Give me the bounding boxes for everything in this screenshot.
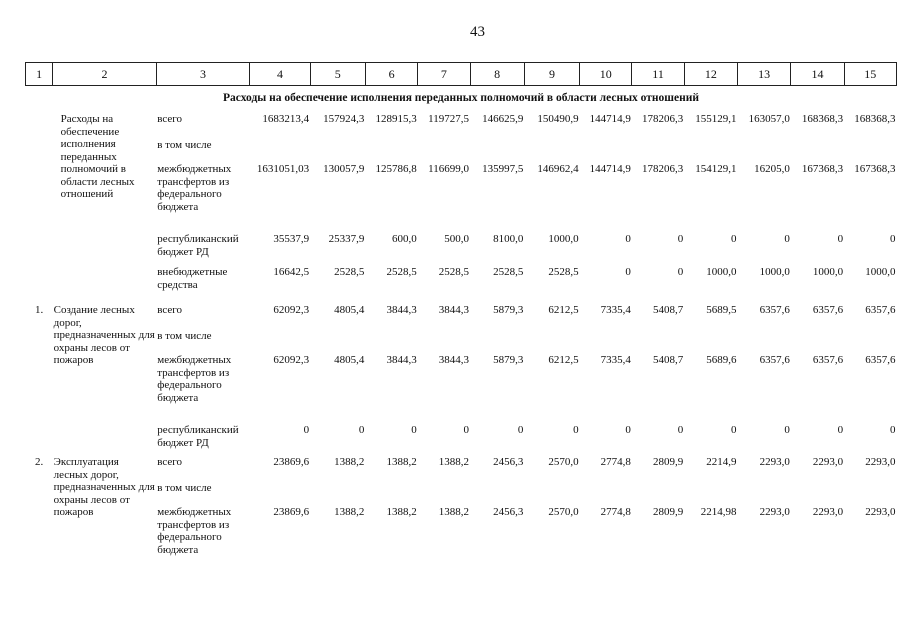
funding-source: в том числе — [157, 330, 212, 342]
item-name: Расходы на обеспечение исполнения переданных полномочий в области лесных отношений — [60, 113, 135, 200]
col-header: 10 — [580, 63, 632, 86]
value-cell: 2293,0 — [759, 456, 790, 468]
value-cell: 0 — [784, 424, 790, 436]
value-cell: 500,0 — [444, 233, 470, 245]
value-cell: 2456,3 — [493, 456, 524, 468]
col-header: 5 — [310, 63, 365, 86]
budget-table — [25, 62, 897, 561]
value-cell: 135997,5 — [482, 163, 524, 175]
row-index: 2. — [34, 456, 44, 468]
value-cell — [524, 325, 579, 349]
value-cell: 3844,3 — [386, 304, 417, 316]
value-cell — [524, 134, 579, 158]
value-cell: 6357,6 — [865, 354, 896, 366]
header-row — [26, 63, 897, 86]
value-cell: 3844,3 — [386, 354, 417, 366]
value-cell: 0 — [677, 424, 684, 436]
value-cell: 150490,9 — [537, 113, 579, 125]
table-row — [26, 419, 897, 451]
value-cell: 0 — [358, 424, 365, 436]
funding-source: межбюджетных трансфертов из федерального бюджета — [157, 354, 232, 404]
table-row — [26, 325, 897, 349]
value-cell: 6357,6 — [759, 304, 790, 316]
funding-source: всего — [157, 304, 183, 316]
value-cell: 0 — [625, 266, 631, 278]
value-cell: 0 — [890, 424, 896, 436]
value-cell: 2528,5 — [334, 266, 365, 278]
col-header: 4 — [250, 63, 310, 86]
funding-source: межбюджетных трансфертов из федерального бюджета — [157, 163, 232, 213]
col-header: 2 — [53, 63, 157, 86]
value-cell: 2528,5 — [493, 266, 524, 278]
value-cell: 2293,0 — [865, 456, 896, 468]
value-cell: 1000,0 — [759, 266, 790, 278]
value-cell — [418, 477, 470, 501]
value-cell: 1000,0 — [706, 266, 737, 278]
table-row — [26, 228, 897, 261]
value-cell: 25337,9 — [328, 233, 365, 245]
value-cell: 1388,2 — [386, 506, 417, 518]
col-header: 6 — [365, 63, 417, 86]
value-cell — [738, 134, 791, 158]
page-number: 43 — [470, 24, 485, 40]
col-header: 3 — [156, 63, 250, 86]
col-header: 13 — [738, 63, 791, 86]
value-cell: 178206,3 — [641, 163, 684, 175]
value-cell: 146625,9 — [482, 113, 524, 125]
value-cell: 7335,4 — [600, 304, 631, 316]
value-cell: 2293,0 — [812, 506, 844, 518]
value-cell: 6357,6 — [812, 304, 844, 316]
value-cell: 2528,5 — [386, 266, 417, 278]
funding-source: всего — [157, 113, 183, 125]
value-cell: 62092,3 — [273, 354, 310, 366]
value-cell — [250, 325, 310, 349]
value-cell: 0 — [677, 266, 684, 278]
value-cell: 6357,6 — [865, 304, 896, 316]
value-cell: 2809,9 — [652, 456, 684, 468]
value-cell: 6357,6 — [759, 354, 790, 366]
value-cell: 116699,0 — [428, 163, 470, 175]
table-row — [26, 299, 897, 325]
value-cell: 168368,3 — [854, 113, 896, 125]
value-cell — [580, 325, 632, 349]
col-header: 7 — [418, 63, 470, 86]
value-cell: 144714,9 — [589, 163, 631, 175]
value-cell: 168368,3 — [801, 113, 844, 125]
funding-source: в том числе — [157, 139, 212, 151]
value-cell: 5879,3 — [493, 354, 524, 366]
value-cell: 0 — [463, 424, 470, 436]
value-cell — [632, 134, 684, 158]
funding-source: внебюджетные средства — [157, 266, 228, 291]
value-cell: 4805,4 — [334, 354, 365, 366]
value-cell — [684, 134, 737, 158]
value-cell — [738, 477, 791, 501]
value-cell: 0 — [784, 233, 790, 245]
value-cell: 2214,9 — [706, 456, 737, 468]
col-header: 8 — [470, 63, 524, 86]
value-cell — [844, 134, 896, 158]
value-cell: 0 — [573, 424, 579, 436]
value-cell: 16642,5 — [273, 266, 310, 278]
value-cell — [470, 477, 524, 501]
value-cell: 2809,9 — [652, 506, 684, 518]
value-cell: 5689,5 — [706, 304, 737, 316]
value-cell: 125786,8 — [375, 163, 417, 175]
value-cell: 5408,7 — [652, 354, 684, 366]
value-cell: 0 — [677, 233, 684, 245]
value-cell: 1388,2 — [386, 456, 417, 468]
value-cell: 4805,4 — [334, 304, 365, 316]
value-cell: 167368,3 — [854, 163, 896, 175]
value-cell: 163057,0 — [748, 113, 790, 125]
col-header: 12 — [684, 63, 737, 86]
section-title: Расходы на обеспечение исполнения переданных полномочий в области лесных отношений — [222, 92, 699, 104]
value-cell: 2528,5 — [548, 266, 579, 278]
table-row — [26, 261, 897, 299]
value-cell — [580, 134, 632, 158]
value-cell: 0 — [731, 233, 737, 245]
col-header: 11 — [632, 63, 684, 86]
value-cell: 5689,6 — [706, 354, 737, 366]
value-cell — [365, 477, 417, 501]
value-cell — [791, 134, 844, 158]
value-cell: 2570,0 — [548, 506, 579, 518]
value-cell — [310, 477, 365, 501]
value-cell: 2293,0 — [865, 506, 896, 518]
row-index: 1. — [34, 304, 44, 316]
col-header: 1 — [26, 63, 53, 86]
value-cell — [684, 325, 737, 349]
value-cell: 1683213,4 — [262, 113, 310, 125]
value-cell: 2293,0 — [759, 506, 790, 518]
value-cell — [844, 477, 896, 501]
value-cell: 5408,7 — [652, 304, 684, 316]
value-cell: 2774,8 — [600, 506, 631, 518]
value-cell: 1388,2 — [438, 456, 470, 468]
value-cell — [632, 325, 684, 349]
value-cell — [684, 477, 737, 501]
funding-source: республиканский бюджет РД — [157, 424, 239, 449]
col-header: 14 — [791, 63, 844, 86]
value-cell — [738, 325, 791, 349]
value-cell: 5879,3 — [493, 304, 524, 316]
table-row — [26, 134, 897, 158]
value-cell: 2214,98 — [700, 506, 737, 518]
section-title-row — [26, 86, 897, 109]
table-row — [26, 477, 897, 501]
value-cell — [632, 477, 684, 501]
table-row — [26, 451, 897, 477]
value-cell: 1000,0 — [548, 233, 579, 245]
value-cell: 0 — [837, 233, 844, 245]
value-cell — [250, 477, 310, 501]
value-cell: 119727,5 — [428, 113, 470, 125]
value-cell: 1631051,03 — [256, 163, 310, 175]
value-cell: 155129,1 — [695, 113, 737, 125]
col-header: 15 — [844, 63, 896, 86]
value-cell: 0 — [625, 424, 631, 436]
value-cell: 1388,2 — [334, 506, 365, 518]
value-cell: 6357,6 — [812, 354, 844, 366]
value-cell: 2774,8 — [600, 456, 631, 468]
value-cell: 3844,3 — [438, 354, 470, 366]
value-cell: 62092,3 — [273, 304, 310, 316]
value-cell: 130057,9 — [323, 163, 365, 175]
value-cell — [310, 134, 365, 158]
value-cell: 0 — [411, 424, 417, 436]
value-cell: 35537,9 — [273, 233, 310, 245]
row-index — [26, 108, 53, 299]
value-cell: 154129,1 — [695, 163, 737, 175]
value-cell: 6212,5 — [548, 304, 579, 316]
value-cell: 23869,6 — [273, 506, 310, 518]
funding-source: республиканский бюджет РД — [157, 233, 239, 258]
value-cell — [470, 134, 524, 158]
value-cell — [310, 325, 365, 349]
funding-source: межбюджетных трансфертов из федерального бюджета — [157, 506, 232, 556]
value-cell: 6212,5 — [548, 354, 579, 366]
value-cell: 1000,0 — [865, 266, 896, 278]
item-name: Эксплуатация лесных дорог, предназначенных для охраны лесов от пожаров — [53, 456, 155, 518]
funding-source: в том числе — [157, 482, 212, 494]
value-cell: 2570,0 — [548, 456, 579, 468]
value-cell — [418, 325, 470, 349]
value-cell — [365, 134, 417, 158]
value-cell: 0 — [837, 424, 844, 436]
value-cell: 178206,3 — [641, 113, 684, 125]
value-cell — [250, 134, 310, 158]
value-cell: 8100,0 — [493, 233, 524, 245]
value-cell: 144714,9 — [589, 113, 631, 125]
value-cell: 23869,6 — [273, 456, 310, 468]
value-cell — [791, 325, 844, 349]
value-cell: 3844,3 — [438, 304, 470, 316]
value-cell: 157924,3 — [323, 113, 365, 125]
value-cell — [844, 325, 896, 349]
value-cell: 1000,0 — [812, 266, 844, 278]
value-cell — [524, 477, 579, 501]
value-cell: 1388,2 — [334, 456, 365, 468]
value-cell: 0 — [731, 424, 737, 436]
item-name: Создание лесных дорог, предназначенных для охраны лесов от пожаров — [53, 304, 155, 366]
value-cell: 0 — [625, 233, 631, 245]
value-cell: 2528,5 — [438, 266, 470, 278]
value-cell: 0 — [303, 424, 310, 436]
value-cell — [418, 134, 470, 158]
col-header: 9 — [524, 63, 579, 86]
table-row — [26, 501, 897, 561]
value-cell — [580, 477, 632, 501]
value-cell: 146962,4 — [537, 163, 579, 175]
value-cell: 128915,3 — [375, 113, 417, 125]
value-cell: 7335,4 — [600, 354, 631, 366]
value-cell: 0 — [517, 424, 524, 436]
value-cell — [470, 325, 524, 349]
table-row — [26, 158, 897, 228]
value-cell: 2293,0 — [812, 456, 844, 468]
table-row — [26, 108, 897, 134]
value-cell — [365, 325, 417, 349]
value-cell — [791, 477, 844, 501]
value-cell: 1388,2 — [438, 506, 470, 518]
value-cell: 2456,3 — [493, 506, 524, 518]
table-row — [26, 349, 897, 419]
value-cell: 167368,3 — [801, 163, 844, 175]
value-cell: 16205,0 — [754, 163, 790, 175]
funding-source: всего — [157, 456, 183, 468]
value-cell: 0 — [890, 233, 896, 245]
value-cell: 600,0 — [391, 233, 417, 245]
